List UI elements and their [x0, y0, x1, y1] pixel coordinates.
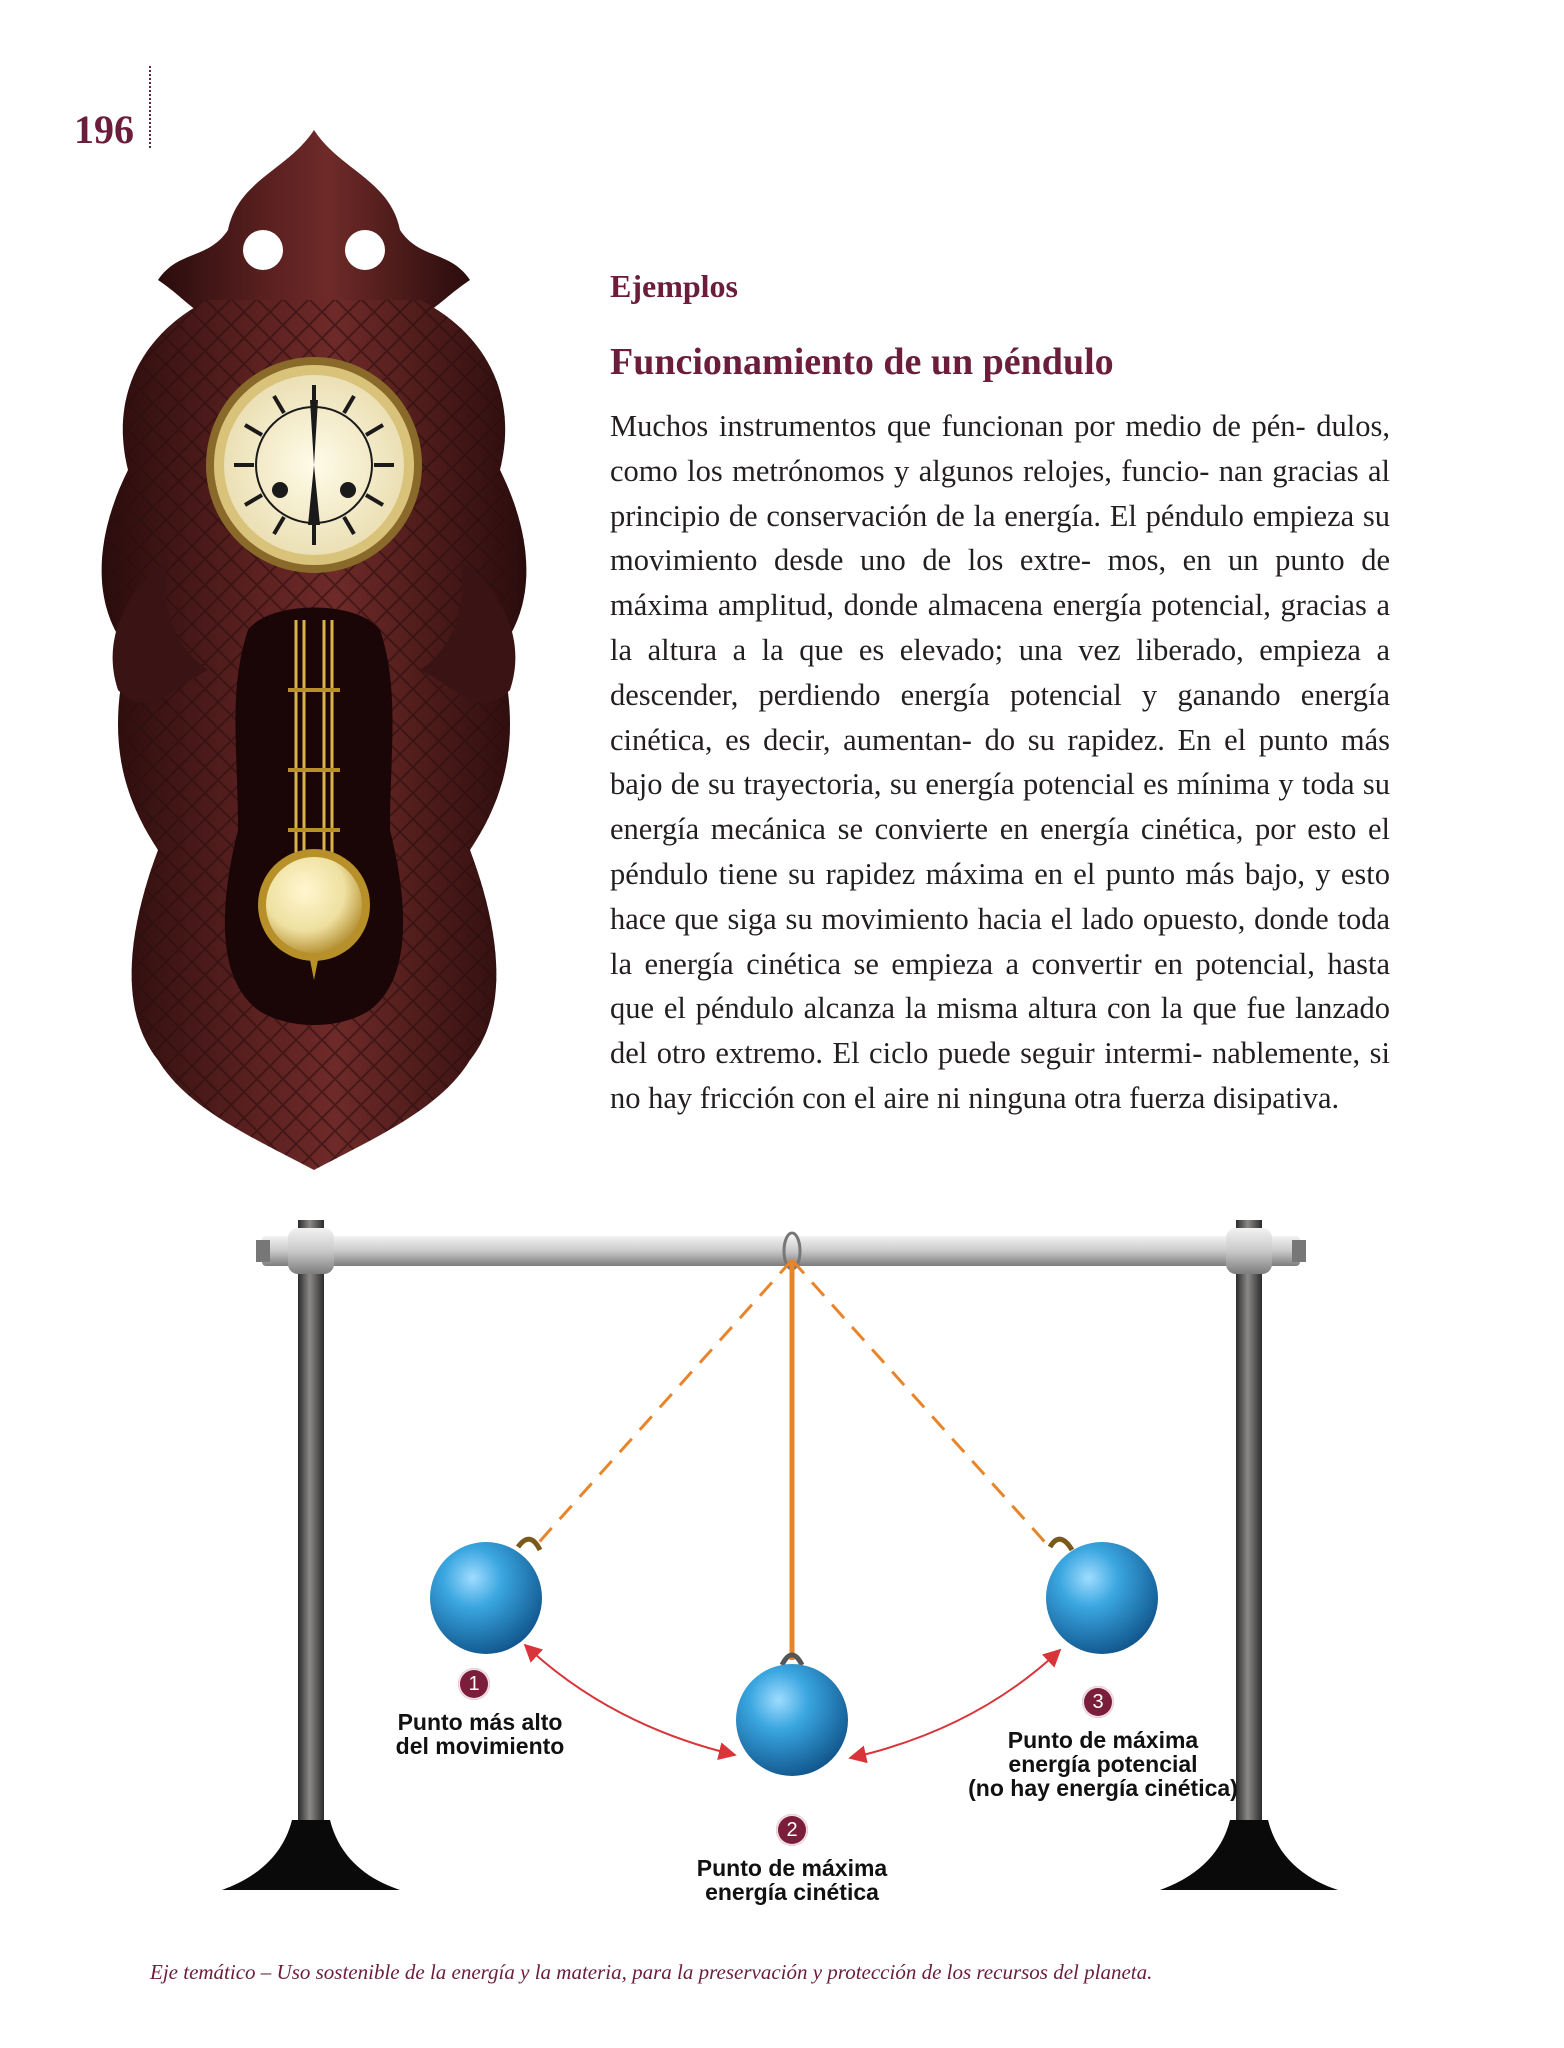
point-1-label: Punto más alto del movimiento — [395, 1709, 565, 1759]
body-paragraph: Muchos instrumentos que funcionan por medio de pén- dulos, como los metrónomos y algunos relojes, funcio- nan gracias al principio de conservación de la energía. El péndulo empieza su movimiento desde uno de los extre- mos, en un punto de máxima amplitud, donde almacena energía potencial, gracias a la altura a la que es elevado; una vez liberado, empieza a descender, perdiendo energía potencial y ganando energía cinética, es decir, aumentan- do su rapidez. En el punto más bajo de su trayectoria, su energía potencial es mínima y toda su energía mecánica se convierte en energía cinética, por esto el péndulo tiene su rapidez máxima en el punto más bajo, y esto hace que siga su movimiento hacia el lado opuesto, donde toda la energía cinética se empieza a convertir en potencial, hasta que el péndulo alcanza la misma altura con la que fue lanzado del otro extremo. El ciclo puede seguir intermi- nablemente, si no hay fricción con el aire ni ninguna otra fuerza disipativa. — [610, 409, 1391, 1115]
ball-position-1 — [430, 1542, 542, 1654]
right-pole-base — [1160, 1820, 1338, 1890]
ball-position-2 — [736, 1664, 848, 1776]
point-3-badge: 3 — [1082, 1686, 1114, 1718]
point-1-badge: 1 — [458, 1668, 490, 1700]
pendulum-diagram — [200, 1190, 1370, 1920]
point-3-label: Punto de máxima energía potencial (no hay energía cinética) — [968, 1727, 1238, 1801]
point-2-badge: 2 — [776, 1814, 808, 1846]
point-2-label: Punto de máxima energía cinética — [696, 1855, 888, 1905]
crossbar — [262, 1236, 1300, 1266]
pendulum-clock-illustration — [88, 130, 540, 1180]
pendulum-diagram-graphic — [200, 1190, 1370, 1920]
left-pole — [298, 1220, 324, 1830]
right-dashed-string — [792, 1260, 1052, 1550]
left-pole-base — [222, 1820, 400, 1890]
ball-position-3 — [1046, 1542, 1158, 1654]
article-title: Funcionamiento de un péndulo — [610, 341, 1114, 383]
page-number: 196 — [74, 107, 134, 152]
footer-thematic-axis: Eje temático – Uso sostenible de la energía y la materia, para la preservación y protección de los recursos del planeta. — [150, 1960, 1153, 1984]
left-dashed-string — [532, 1260, 792, 1550]
section-label: Ejemplos — [610, 268, 738, 304]
